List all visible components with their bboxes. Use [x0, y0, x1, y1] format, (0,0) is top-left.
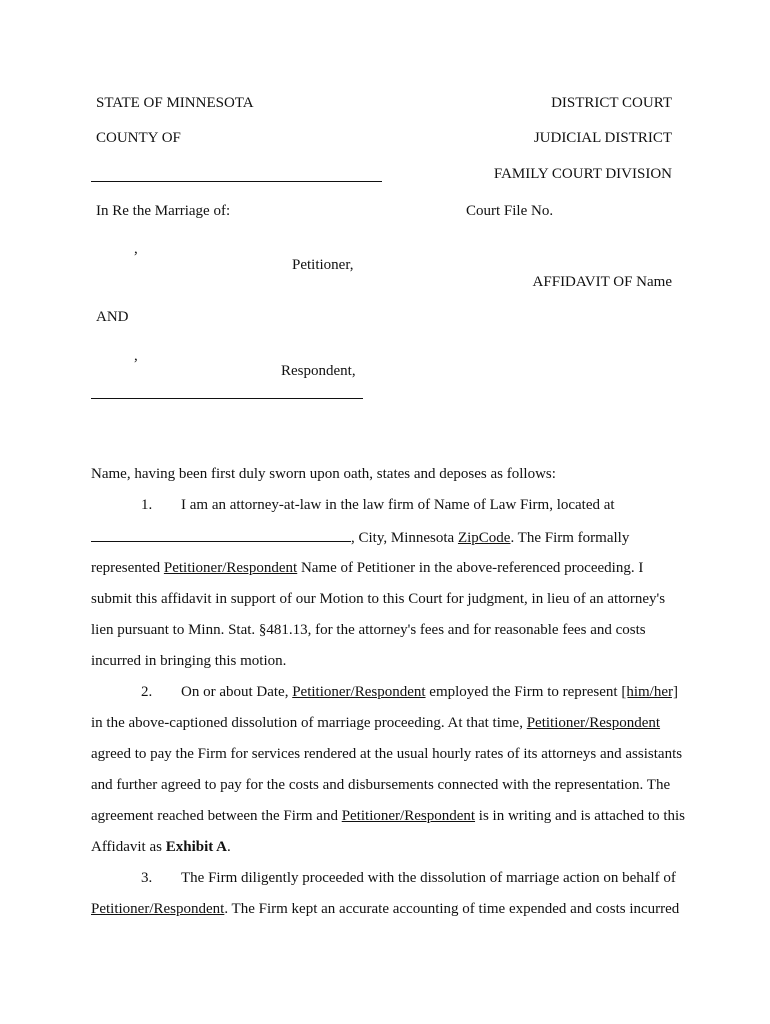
paragraph-1-line-5: lien pursuant to Minn. Stat. §481.13, for the attorney's fees and for reasonable fees and costs: [91, 622, 646, 638]
paragraph-2-line-4: and further agreed to pay for the costs and disbursements connected with the representation. The: [91, 777, 671, 793]
petitioner-name-comma: ,: [134, 241, 138, 257]
paragraph-1-line-2: , City, Minnesota ZipCode. The Firm formally: [91, 527, 629, 547]
paragraph-2-line-3: agreed to pay the Firm for services rendered at the usual hourly rates of its attorneys and assistants: [91, 746, 683, 762]
paragraph-2-line-1: 2. On or about Date, Petitioner/Respondent employed the Firm to represent [him/her]: [91, 683, 678, 701]
in-re-label: In Re the Marriage of:: [96, 203, 231, 219]
intro-paragraph: Name, having been first duly sworn upon oath, states and deposes as follows:: [91, 466, 556, 482]
court-file-label: Court File No.: [466, 203, 554, 219]
exhibit-reference: Exhibit A: [165, 839, 227, 855]
respondent-label: Respondent,: [281, 363, 356, 379]
paragraph-1-line-3: represented Petitioner/Respondent Name of Petitioner in the above-referenced proceeding. I: [91, 560, 644, 576]
caption-rule-top: [91, 181, 382, 182]
and-label: AND: [96, 309, 129, 325]
pronoun-field: [him/her]: [621, 684, 678, 700]
paragraph-number: 3.: [141, 870, 153, 886]
affidavit-title: AFFIDAVIT OF Name: [532, 274, 672, 290]
paragraph-3-line-1: 3. The Firm diligently proceeded with the dissolution of marriage action on behalf of: [91, 869, 676, 887]
party-field: Petitioner/Respondent: [292, 684, 426, 700]
paragraph-1-line-4: submit this affidavit in support of our Motion to this Court for judgment, in lieu of an attorney's: [91, 591, 666, 607]
district-court-heading: DISTRICT COURT: [551, 95, 672, 111]
zipcode-field: ZipCode: [457, 530, 511, 546]
family-court-division-heading: FAMILY COURT DIVISION: [493, 166, 672, 182]
paragraph-2-line-6: Affidavit as Exhibit A.: [91, 839, 231, 855]
paragraph-2-line-2: in the above-captioned dissolution of marriage proceeding. At that time, Petitioner/Respondent: [91, 715, 661, 731]
paragraph-1-line-1: 1. I am an attorney-at-law in the law firm of Name of Law Firm, located at: [91, 496, 615, 514]
paragraph-1-line-6: incurred in bringing this motion.: [91, 653, 287, 669]
paragraph-number: 1.: [141, 497, 153, 513]
party-field: Petitioner/Respondent: [91, 901, 225, 917]
paragraph-3-line-2: Petitioner/Respondent. The Firm kept an accurate accounting of time expended and costs incurred: [91, 901, 680, 917]
paragraph-2-line-5: agreement reached between the Firm and Petitioner/Respondent is in writing and is attached to this: [91, 808, 686, 824]
county-heading: COUNTY OF: [96, 130, 181, 146]
party-field: Petitioner/Respondent: [526, 715, 661, 731]
petitioner-label: Petitioner,: [292, 257, 354, 273]
paragraph-number: 2.: [141, 684, 153, 700]
state-heading: STATE OF MINNESOTA: [96, 95, 254, 111]
address-blank-line: [91, 527, 351, 542]
party-field: Petitioner/Respondent: [341, 808, 476, 824]
judicial-district-heading: JUDICIAL DISTRICT: [533, 130, 672, 146]
party-field: Petitioner/Respondent: [163, 560, 298, 576]
respondent-name-comma: ,: [134, 348, 138, 364]
caption-rule-bottom: [91, 398, 363, 399]
